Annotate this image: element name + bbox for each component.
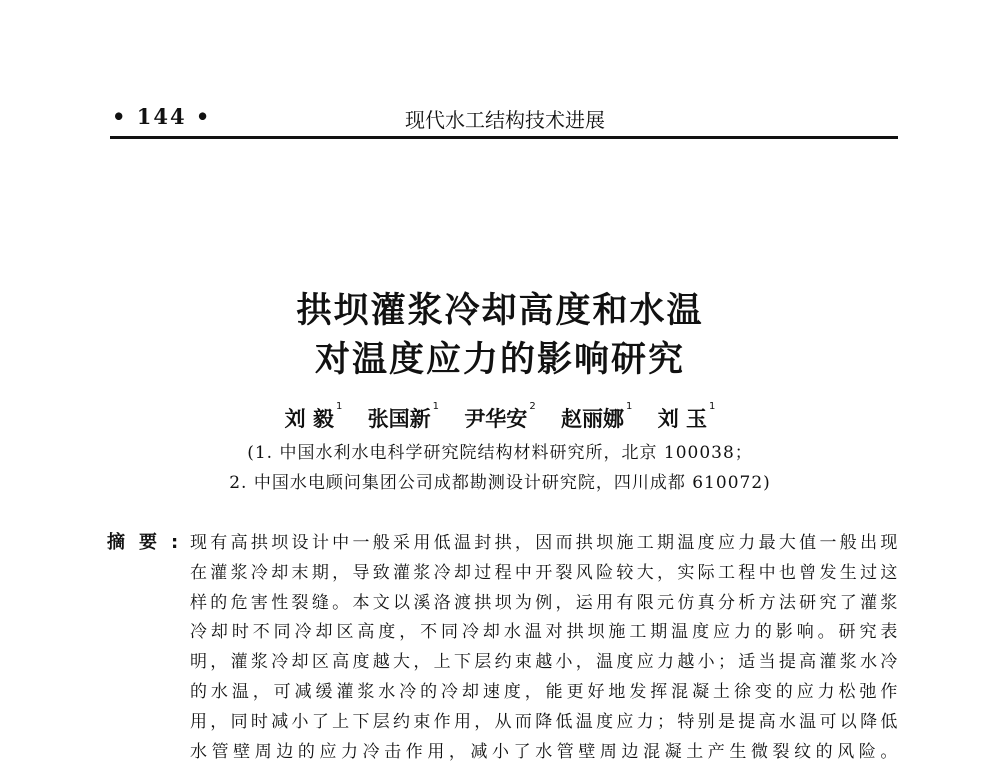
abstract-label: 摘要: (107, 532, 193, 553)
affiliation-marker: 1 (335, 401, 343, 412)
author (561, 401, 633, 431)
author (284, 401, 343, 431)
affiliation-marker: 2 (529, 401, 536, 412)
paper-title-line-1: 拱坝灌浆冷却高度和水温 (296, 291, 704, 331)
abstract-line: 在灌浆冷却末期，导致灌浆冷却过程中开裂风险较大，实际工程中也曾发生过这 (190, 562, 898, 583)
abstract-line: 水管壁周边的应力冷击作用，减小了水管壁周边混凝土产生微裂纹的风险。 (190, 741, 898, 762)
abstract-line: 样的危害性裂缝。本文以溪洛渡拱坝为例，运用有限元仿真分析方法研究了灌浆 (190, 592, 898, 613)
author (367, 401, 439, 431)
author-name: 张国新 (367, 407, 431, 431)
abstract-line: 用，同时减小了上下层约束作用，从而降低温度应力；特别是提高水温可以降低 (190, 711, 898, 732)
author (657, 401, 716, 431)
author-name: 刘 毅 (284, 407, 334, 431)
author-name: 尹华安 (464, 407, 528, 431)
author (464, 401, 536, 431)
paper-title-line-2: 对温度应力的影响研究 (314, 340, 685, 380)
affiliation-line-2: 2. 中国水电顾问集团公司成都勘测设计研究院，四川成都 610072) (229, 473, 771, 493)
abstract-line: 现有高拱坝设计中一般采用低温封拱，因而拱坝施工期温度应力最大值一般出现 (190, 533, 898, 553)
affiliation-marker: 1 (709, 401, 716, 412)
affiliation-line-1: (1. 中国水利水电科学研究院结构材料研究所，北京 100038； (247, 443, 753, 463)
author-list (0, 403, 1000, 433)
abstract-line: 的水温，可减缓灌浆水冷的冷却速度，能更好地发挥混凝土徐变的应力松弛作 (190, 681, 898, 702)
author-name: 刘 玉 (657, 407, 707, 431)
affiliation-marker: 1 (626, 401, 633, 412)
author-name: 赵丽娜 (561, 407, 624, 431)
abstract-line: 明，灌浆冷却区高度越大，上下层约束越小，温度应力越小；适当提高灌浆水冷 (190, 652, 898, 673)
affiliation-marker: 1 (432, 401, 439, 412)
header-rule (110, 136, 898, 139)
journal-title: 现代水工结构技术进展 (405, 108, 605, 132)
abstract-line: 冷却时不同冷却区高度，不同冷却水温对拱坝施工期温度应力的影响。研究表 (190, 622, 898, 643)
running-header (112, 100, 898, 134)
page-number: • 144 • (112, 104, 212, 129)
abstract-body (190, 528, 898, 766)
